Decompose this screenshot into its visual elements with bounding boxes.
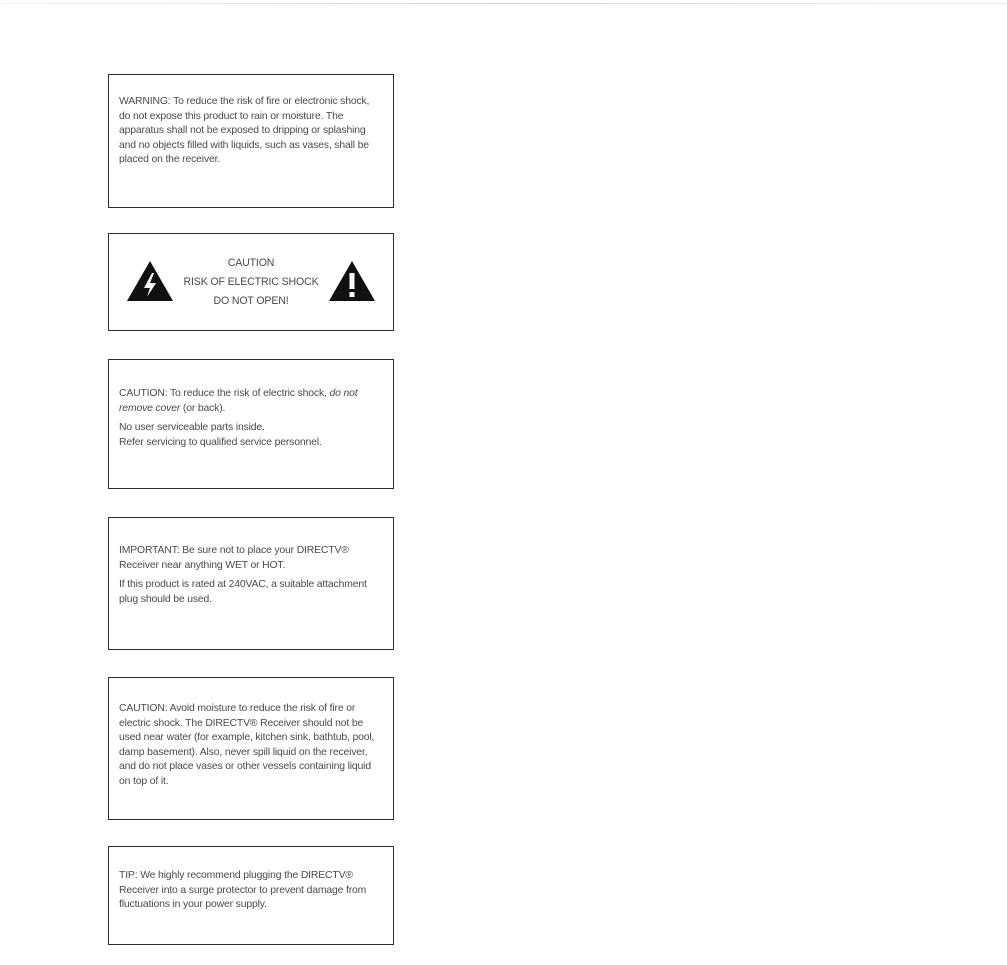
exclamation-triangle-icon <box>327 259 377 303</box>
caution-intro: CAUTION: To reduce the risk of electric shock, <box>119 388 330 399</box>
important-notice <box>108 517 394 650</box>
do-not-open-line: DO NOT OPEN! <box>213 295 289 307</box>
tip-text: TIP: We highly recommend plugging the DIRECTV® Receiver into a surge protector to prevent damage from fluctuations in your power supply. <box>119 870 367 910</box>
important-para-placement: IMPORTANT: Be sure not to place your DIRECTV® Receiver near anything WET or HOT. <box>119 545 349 571</box>
important-para-plug: If this product is rated at 240VAC, a suitable attachment plug should be used. <box>119 579 367 605</box>
remove-cover-caution-notice <box>108 359 394 489</box>
caution-emphasis: do not remove cover <box>119 388 358 414</box>
warning-notice <box>108 74 394 208</box>
caution-rest: (or back). <box>180 402 226 414</box>
moisture-caution-text: CAUTION: Avoid moisture to reduce the risk of fire or electric shock. The DIRECTV® Receiver should not be used near water (for example, kitchen sink, bathtub, pool, damp basement). Also, never spill liquid on the receiver, and do not place vases or other vessels containing liquid on top of it. <box>119 703 375 787</box>
electric-shock-caution-notice <box>108 233 394 331</box>
tip-notice <box>108 846 394 945</box>
caution-heading: CAUTION <box>227 257 275 269</box>
remove-cover-caution-line <box>119 387 383 416</box>
warning-text: WARNING: To reduce the risk of fire or electronic shock, do not expose this product to rain or moisture. The apparatus shall not be exposed to dripping or splashing and no objects filled with liquids, such as vases, shall be placed on the receiver. <box>119 96 370 165</box>
risk-of-shock-line: RISK OF ELECTRIC SHOCK <box>183 276 319 288</box>
refer-servicing-line: Refer servicing to qualified service personnel. <box>119 436 322 448</box>
no-serviceable-parts-line: No user serviceable parts inside. <box>119 422 265 433</box>
top-divider <box>0 3 1007 4</box>
moisture-caution-notice <box>108 677 394 820</box>
